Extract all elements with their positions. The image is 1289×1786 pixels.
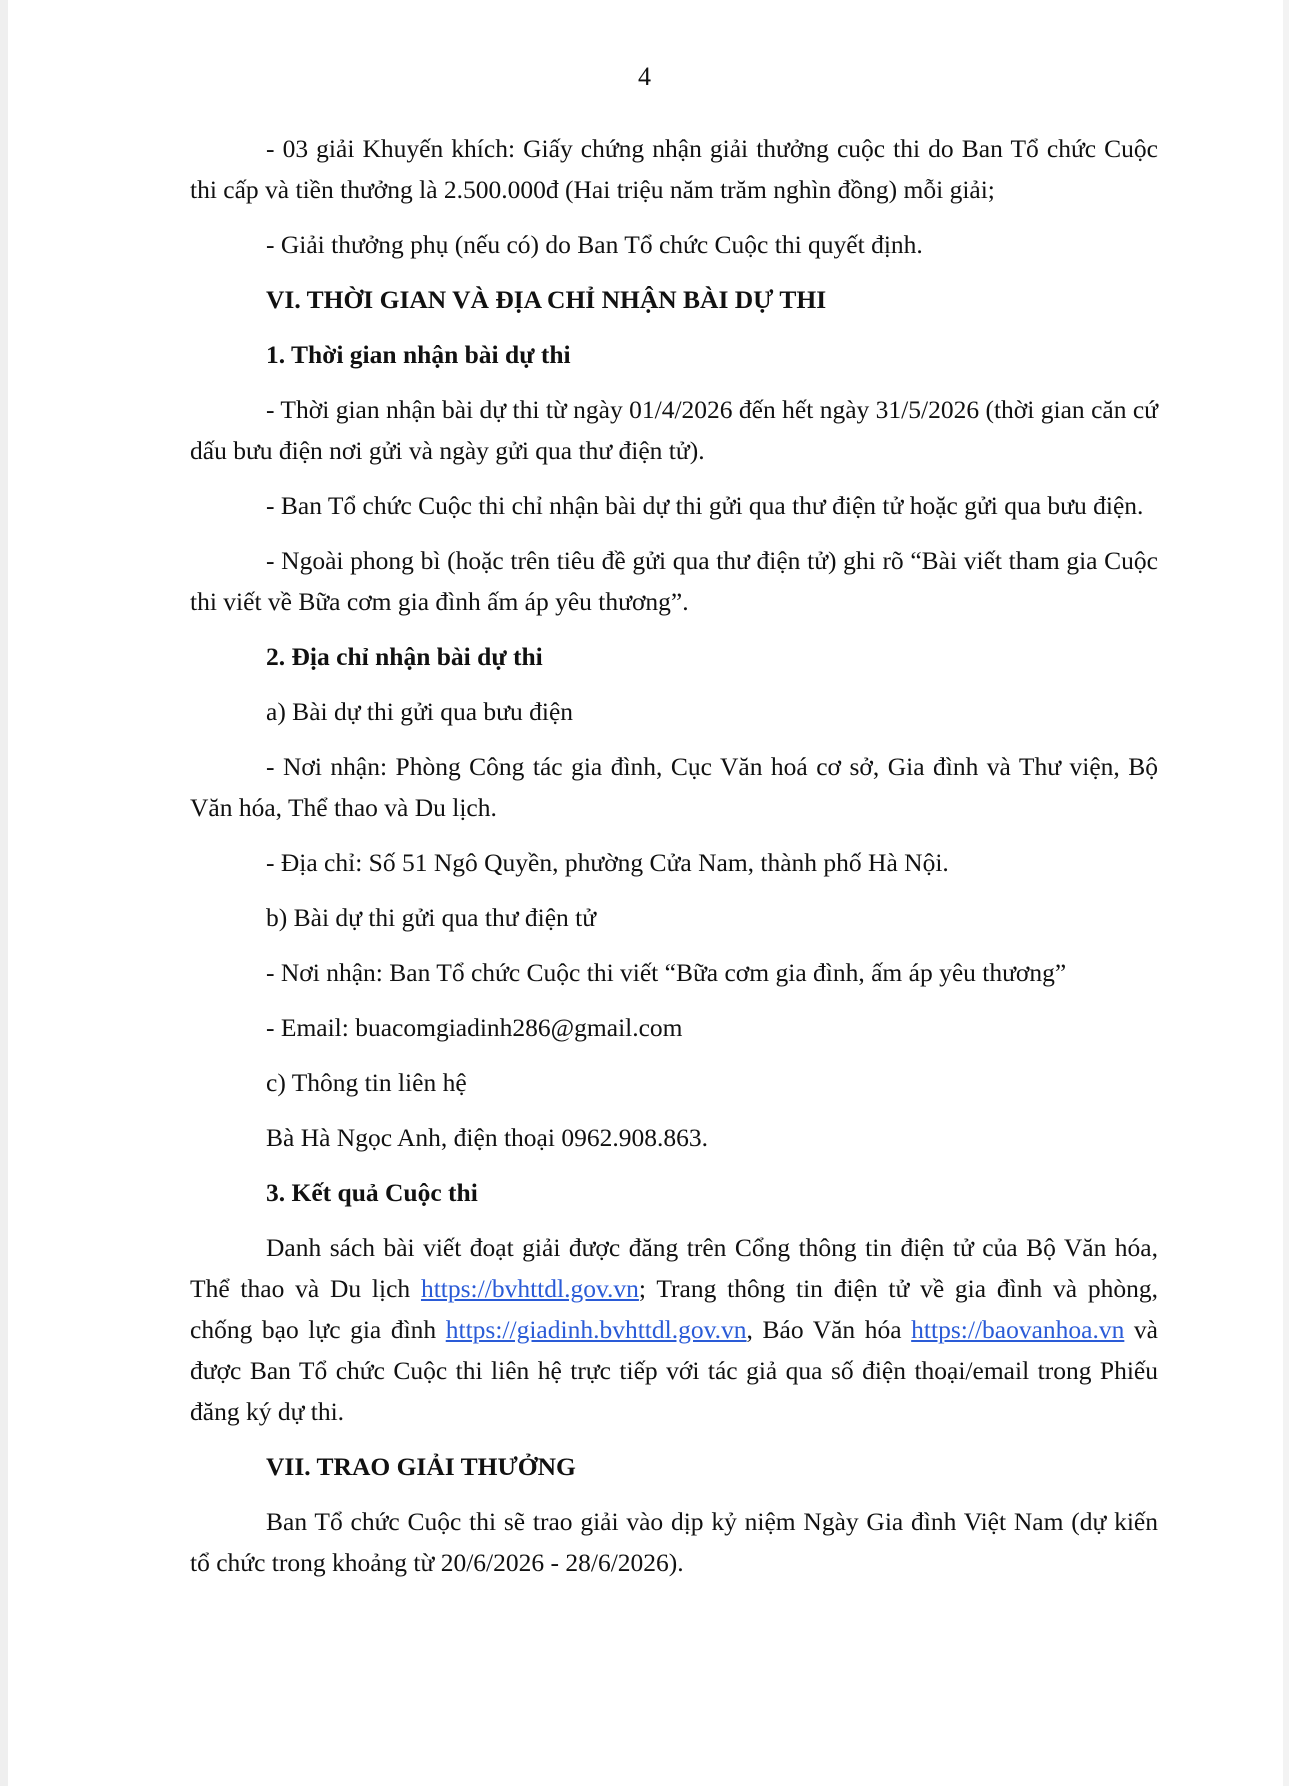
paragraph-postal-address: - Địa chỉ: Số 51 Ngô Quyền, phường Cửa Nam, thành phố Hà Nội. bbox=[266, 848, 949, 877]
paragraph-submission-channels: - Ban Tổ chức Cuộc thi chỉ nhận bài dự thi gửi qua thư điện tử hoặc gửi qua bưu điện. bbox=[266, 491, 1144, 520]
results-text-3: , Báo Văn hóa bbox=[746, 1315, 912, 1344]
heading-submission-address: 2. Địa chỉ nhận bài dự thi bbox=[266, 642, 543, 671]
results-text-2: ; Trang thông tin điện tử về gia đình và phòng, chống bạo lực gia đình bbox=[190, 1274, 1158, 1344]
link-bvhttdl[interactable]: https://bvhttdl.gov.vn bbox=[420, 1274, 639, 1303]
paragraph-postal-recipient: - Nơi nhận: Phòng Công tác gia đình, Cục Văn hoá cơ sở, Gia đình và Thư viện, Bộ Văn hóa, Thể thao và Du lịch. bbox=[190, 752, 1158, 822]
paragraph-contact-person: Bà Hà Ngọc Anh, điện thoại 0962.908.863. bbox=[266, 1123, 708, 1152]
paragraph-email-address: - Email: buacomgiadinh286@gmail.com bbox=[266, 1013, 683, 1042]
paragraph-submission-period: - Thời gian nhận bài dự thi từ ngày 01/4/2026 đến hết ngày 31/5/2026 (thời gian căn cứ dấu bưu điện nơi gửi và ngày gửi qua thư điện tử). bbox=[190, 395, 1158, 465]
heading-section-vi: VI. THỜI GIAN VÀ ĐỊA CHỈ NHẬN BÀI DỰ THI bbox=[266, 285, 827, 314]
results-text-1: Danh sách bài viết đoạt giải được đăng trên Cổng thông tin điện tử của Bộ Văn hóa, Thể thao và Du lịch bbox=[190, 1233, 1158, 1303]
paragraph-email-recipient: - Nơi nhận: Ban Tổ chức Cuộc thi viết “Bữa cơm gia đình, ấm áp yêu thương” bbox=[266, 958, 1067, 987]
page-edge-left bbox=[0, 0, 8, 1786]
heading-section-vii: VII. TRAO GIẢI THƯỞNG bbox=[266, 1452, 576, 1481]
paragraph-results-publication bbox=[190, 1227, 1158, 1432]
page-number: 4 bbox=[638, 62, 651, 91]
results-text-4: và được Ban Tổ chức Cuộc thi liên hệ trực tiếp với tác giả qua số điện thoại/email trong Phiếu đăng ký dự thi. bbox=[190, 1315, 1158, 1426]
heading-submission-time: 1. Thời gian nhận bài dự thi bbox=[266, 340, 571, 369]
document-body bbox=[190, 128, 1158, 1583]
paragraph-encouragement-prize: - 03 giải Khuyến khích: Giấy chứng nhận giải thưởng cuộc thi do Ban Tổ chức Cuộc thi cấp và tiền thưởng là 2.500.000đ (Hai triệu năm trăm nghìn đồng) mỗi giải; bbox=[190, 134, 1158, 204]
page-edge-right bbox=[1283, 0, 1289, 1786]
paragraph-email-submission: b) Bài dự thi gửi qua thư điện tử bbox=[266, 903, 597, 932]
link-baovanhoa[interactable]: https://baovanhoa.vn bbox=[911, 1315, 1125, 1344]
heading-contest-results: 3. Kết quả Cuộc thi bbox=[266, 1178, 478, 1207]
link-giadinh-bvhttdl[interactable]: https://giadinh.bvhttdl.gov.vn bbox=[445, 1315, 747, 1344]
paragraph-postal-submission: a) Bài dự thi gửi qua bưu điện bbox=[266, 697, 574, 726]
paragraph-extra-prize: - Giải thưởng phụ (nếu có) do Ban Tổ chức Cuộc thi quyết định. bbox=[266, 230, 923, 259]
paragraph-envelope-note: - Ngoài phong bì (hoặc trên tiêu đề gửi qua thư điện tử) ghi rõ “Bài viết tham gia Cuộc thi viết về Bữa cơm gia đình ấm áp yêu thương”. bbox=[190, 546, 1158, 616]
paragraph-contact-info: c) Thông tin liên hệ bbox=[266, 1068, 467, 1097]
paragraph-award-ceremony: Ban Tổ chức Cuộc thi sẽ trao giải vào dịp kỷ niệm Ngày Gia đình Việt Nam (dự kiến tổ chức trong khoảng từ 20/6/2026 - 28/6/2026). bbox=[190, 1507, 1158, 1577]
